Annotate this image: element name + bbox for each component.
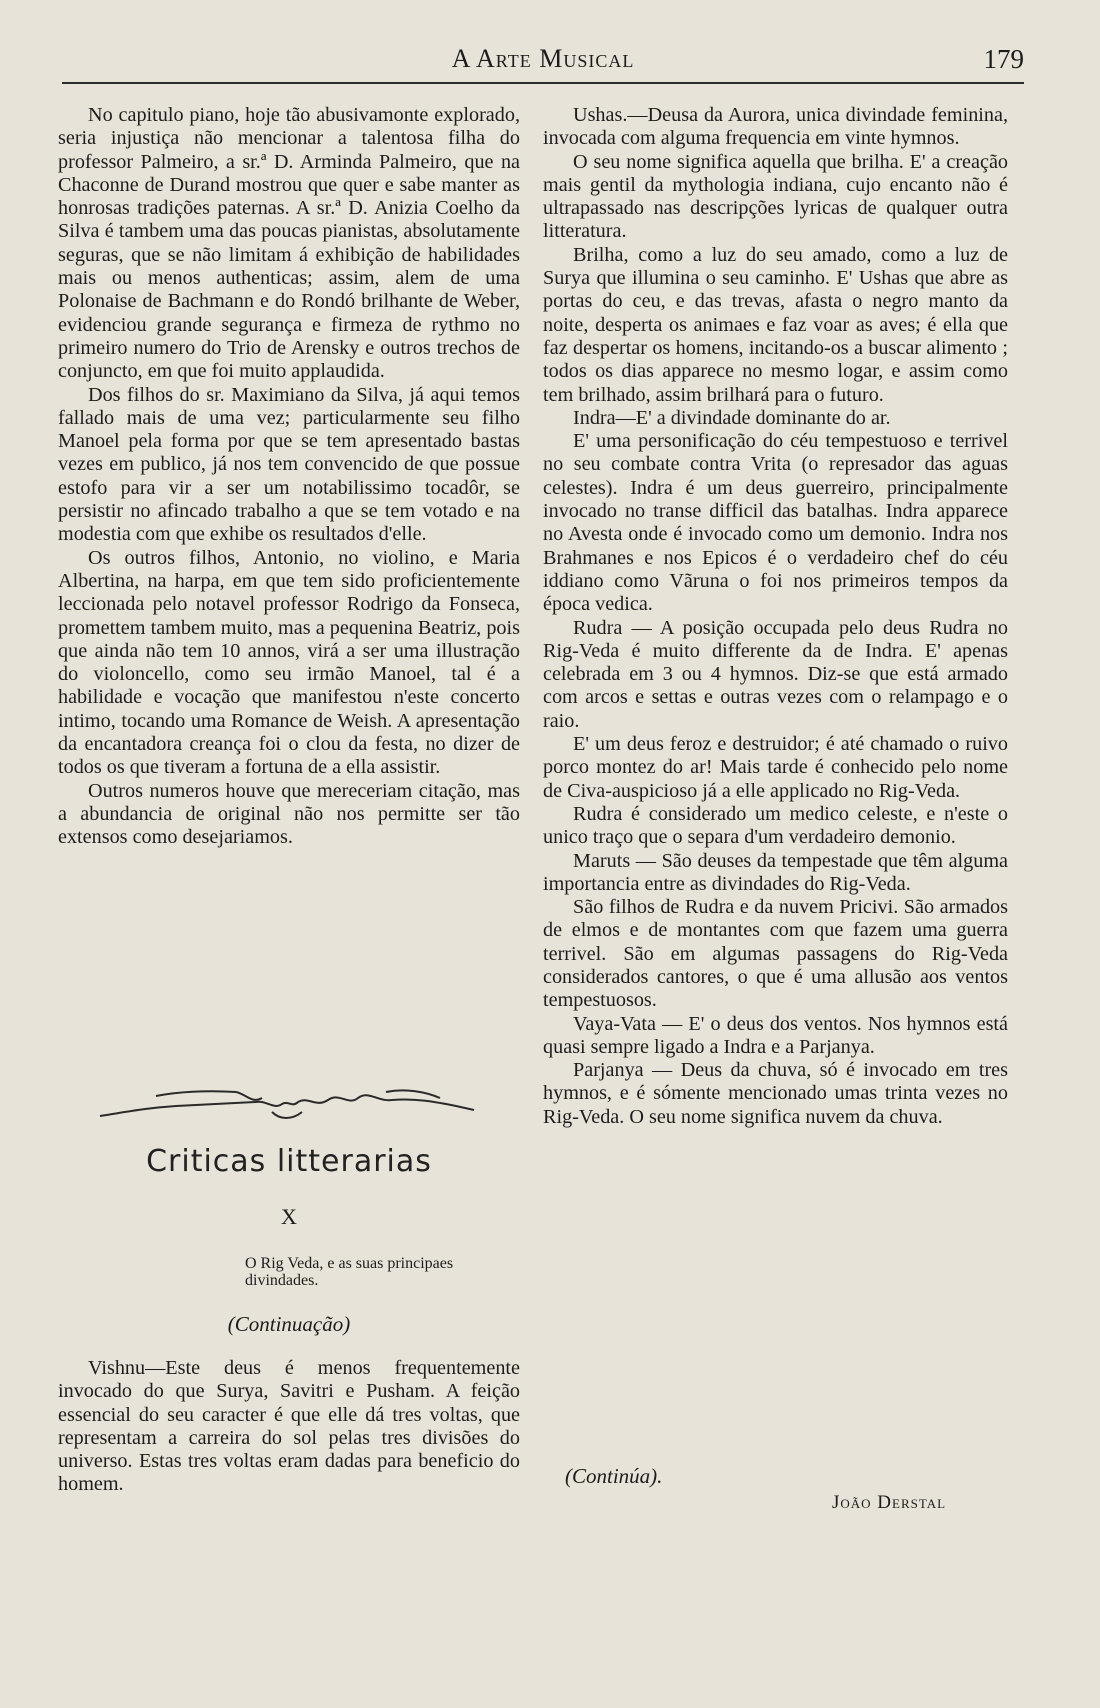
paragraph: E' uma personificação do céu tempestuoso e terrivel no seu combate contra Vrita (o represador das aguas celestes). Indra é um deus guerreiro, principalmente invocado no transe difficil das batalhas. Indra apparece no Avesta onde é invocado como um demonio. Indra nos Brahmanes e nos Epicos é o verdadeiro chef do céu iddiano como Vãruna o foi nos primeiros tempos da época vedica. [543, 430, 1008, 616]
continues-label: (Continúa). [565, 1464, 663, 1488]
section-body [58, 1357, 520, 1497]
paragraph: Rudra — A posição occupada pelo deus Rudra no Rig-Veda é muito differente da de Indra. E' apenas celebrada em 3 ou 4 hymnos. Diz-se que está armado com arcos e settas e outras vezes com o relampago e o raio. [543, 616, 1008, 732]
page-number: 179 [983, 44, 1024, 74]
right-column [543, 104, 1008, 1129]
header-rule [62, 82, 1024, 84]
author-signature: João Derstal [832, 1492, 947, 1513]
decorative-flourish [96, 1082, 478, 1122]
paragraph: Brilha, como a luz do seu amado, como a luz de Surya que illumina o seu caminho. E' Ushas que abre as portas do ceu, e das trevas, afasta o negro manto da noite, desperta os animaes e faz voar as aves; é ella que faz despertar os homens, incitando-os a buscar alimento ; todos os dias apparece no mesmo logar, e assim como tem brilhado, assim brilhará para o futuro. [543, 243, 1008, 406]
paragraph: São filhos de Rudra e da nuvem Pricivi. São armados de elmos e de montantes com que fazem uma guerra terrivel. São em algumas passagens do Rig-Veda considerados cantores, o que é uma allusão aos ventos tempestuosos. [543, 896, 1008, 1012]
left-column [58, 104, 520, 850]
continuation-label: (Continuação) [227, 1312, 351, 1336]
running-title: A Arte Musical [451, 44, 635, 73]
paragraph: E' um deus feroz e destruidor; é até chamado o ruivo porco montez do ar! Mais tarde é conhecido pelo nome de Civa-auspicioso já a elle applicado no Rig-Veda. [543, 733, 1008, 802]
paragraph: Maruts — São deuses da tempestade que têm alguma importancia entre as divindades do Rig-Veda. [543, 849, 1008, 895]
paragraph: Indra—E' a divindade dominante do ar. [573, 406, 891, 429]
paragraph: O seu nome significa aquella que brilha. E' a creação mais gentil da mythologia indiana, cujo encanto não é ultrapassado nas descripções lyricas de qualquer outra litteratura. [543, 150, 1008, 243]
running-head [62, 44, 1024, 80]
paragraph: Ushas.—Deusa da Aurora, unica divindade feminina, invocada com alguma frequencia em vinte hymnos. [543, 104, 1008, 150]
paragraph: Outros numeros houve que mereceriam citação, mas a abundancia de original não nos permitte ser tão extensos como desejariamos. [58, 779, 520, 849]
paragraph: Vaya-Vata — E' o deus dos ventos. Nos hymnos está quasi sempre ligado a Indra e a Parjanya. [543, 1012, 1008, 1058]
paragraph: Vishnu—Este deus é menos frequentemente invocado do que Surya, Savitri e Pusham. A feição essencial do seu caracter é que elle dá tres voltas, que representam a carreira do sol pelas tres divisões do universo. Estas tres voltas eram dadas para beneficio do homem. [58, 1357, 520, 1496]
chapter-number: X [281, 1204, 297, 1229]
paragraph: Dos filhos do sr. Maximiano da Silva, já aqui temos fallado mais de uma vez; particularmente seu filho Manoel pela forma por que se tem apresentado bastas vezes em publico, já nos tem convencido de que possue estofo para vir a ser um notabilissimo tocadôr, se persistir no afincado trabalho a que se tem votado e na modestia com que exhibe os resultados d'elle. [58, 383, 520, 546]
section-title: Criticas litterarias [146, 1144, 432, 1179]
section-subtitle: O Rig Veda, e as suas principaes divindades. [245, 1255, 454, 1289]
paragraph: No capitulo piano, hoje tão abusivamonte explorado, seria injustiça não mencionar a talentosa filha do professor Palmeiro, a sr.ª D. Arminda Palmeiro, que na Chaconne de Durand mostrou que quer e sabe manter as honrosas tradições paternas. A sr.ª D. Anizia Coelho da Silva é tambem uma das poucas pianistas, absolutamente seguras, que se não limitam á exhibição de habilidades mais ou menos authenticas; assim, alem de uma Polonaise de Bachmann e do Rondó brilhante de Weber, evidenciou grande segurança e firmeza de rythmo no primeiro numero do Trio de Arensky e outros trechos de conjuncto, em que foi muito applaudida. [58, 104, 520, 383]
paragraph: Os outros filhos, Antonio, no violino, e Maria Albertina, na harpa, em que tem sido proficientemente leccionada pelo notavel professor Rodrigo da Fonseca, promettem tambem muito, mas a pequenina Beatriz, pois que ainda não tem 10 annos, virá a ser uma illustração do violoncello, como seu irmão Manoel, tal é a habilidade e vocação que manifestou n'este concerto intimo, tocando uma Romance de Weish. A apresentação da encantadora creança foi o clou da festa, no dizer de todos os que tiveram a fortuna de a ella assistir. [58, 546, 520, 779]
paragraph: Parjanya — Deus da chuva, só é invocado em tres hymnos, e é sómente mencionado umas trinta vezes no Rig-Veda. O seu nome significa nuvem da chuva. [543, 1059, 1008, 1128]
paragraph: Rudra é considerado um medico celeste, e n'este o unico traço que o separa d'um verdadeiro demonio. [543, 802, 1008, 849]
